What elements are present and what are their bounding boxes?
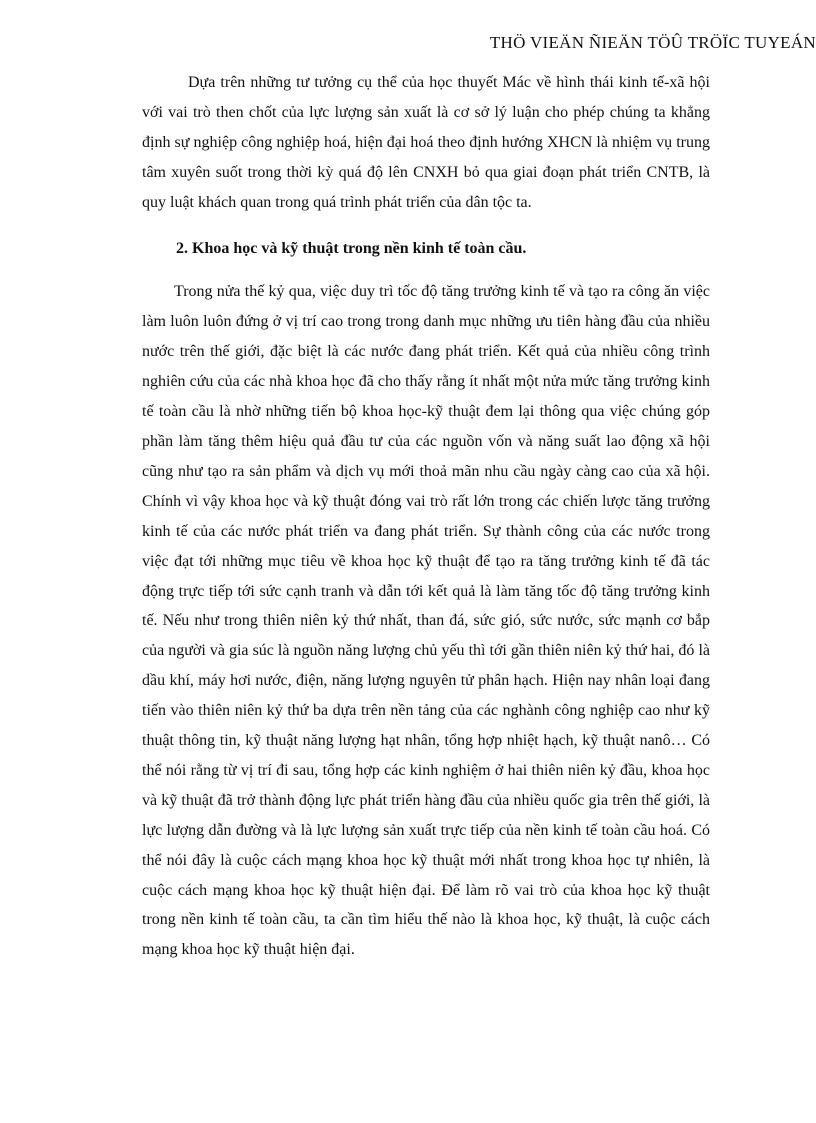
running-header: THÖ VIEÄN ÑIEÄN TÖÛ TRÖÏC TUYEÁN [489,33,816,52]
section-heading: 2. Khoa học và kỹ thuật trong nền kinh tế toàn cầu. [176,239,527,257]
intro-paragraph: Dựa trên những tư tưởng cụ thể của học thuyết Mác về hình thái kinh tế-xã hội với vai trò then chốt của lực lượng sản xuất là cơ sở lý luận cho phép chúng ta khẳng định sự nghiệp công nghiệp hoá, hiện đại hoá theo định hướng XHCN là nhiệm vụ trung tâm xuyên suốt trong thời kỳ quá độ lên CNXH bỏ qua giai đoạn phát triển CNTB, là quy luật khách quan trong quá trình phát triển của dân tộc ta. [142,74,710,211]
document-body [142,68,710,965]
main-paragraph: Trong nửa thế kỷ qua, việc duy trì tốc độ tăng trưởng kinh tế và tạo ra công ăn việc làm luôn luôn đứng ở vị trí cao trong trong danh mục những ưu tiên hàng đầu của nhiều nước trên thế giới, đặc biệt là các nước đang phát triển. Kết quả của nhiều công trình nghiên cứu của các nhà khoa học đã cho thấy rằng ít nhất một nửa mức tăng trưởng kinh tế toàn cầu là nhờ những tiến bộ khoa học-kỹ thuật đem lại thông qua việc chúng góp phần làm tăng thêm hiệu quả đầu tư của các nguồn vốn và năng suất lao động xã hội cũng như tạo ra sản phẩm và dịch vụ mới thoả mãn nhu cầu ngày càng cao của xã hội. Chính vì vậy khoa học và kỹ thuật đóng vai trò rất lớn trong các chiến lược tăng trưởng kinh tế của các nước phát triển va đang phát triển. Sự thành công của các nước trong việc đạt tới những mục tiêu về khoa học kỹ thuật để tạo ra tăng trưởng kinh tế đã tác động trực tiếp tới sức cạnh tranh và dẫn tới kết quả là làm tăng tốc độ tăng trưởng kinh tế. Nếu như trong thiên niên kỷ thứ nhất, than đá, sức gió, sức nước, sức mạnh cơ bắp của người và gia súc là nguồn năng lượng chủ yếu thì tới gần thiên niên kỷ thứ hai, đó là dầu khí, máy hơi nước, điện, năng lượng nguyên tử phân hạch. Hiện nay nhân loại đang tiến vào thiên niên kỷ thứ ba dựa trên nền tảng của các nghành công nghiệp cao như kỹ thuật thông tin, kỹ thuật năng lượng hạt nhân, tổng hợp nhiệt hạch, kỹ thuật nanô… Có thể nói rằng từ vị trí đi sau, tổng hợp các kinh nghiệm ở hai thiên niên kỷ đầu, khoa học và kỹ thuật đã trở thành động lực phát triển hàng đầu của nhiều quốc gia trên thế giới, là lực lượng dẫn đường và là lực lượng sản xuất trực tiếp của nền kinh tế toàn cầu hoá. Có thể nói đây là cuộc cách mạng khoa học kỹ thuật mới nhất trong khoa học tự nhiên, là cuộc cách mạng khoa học kỹ thuật hiện đại. Để làm rõ vai trò của khoa học kỹ thuật trong nền kinh tế toàn cầu, ta cần tìm hiểu thế nào là khoa học, kỹ thuật, là cuộc cách mạng khoa học kỹ thuật hiện đại. [142,283,710,959]
spacer [142,218,710,234]
spacer [142,263,710,277]
